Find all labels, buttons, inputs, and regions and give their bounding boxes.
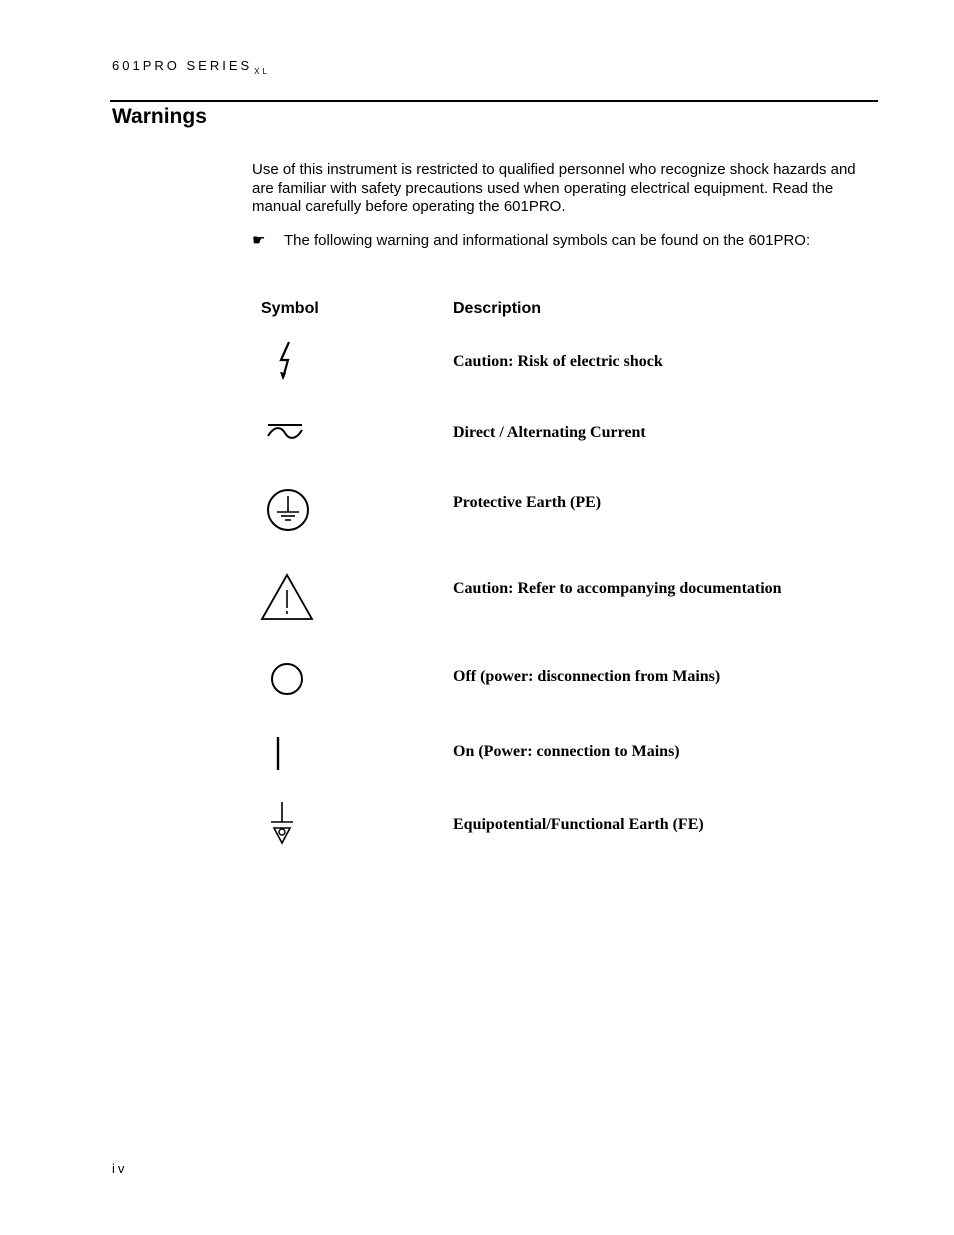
description-column-header: Description: [453, 300, 542, 317]
intro-paragraph: Use of this instrument is restricted to qualified personnel who recognize shock hazards and are familiar with safety precautions used when operating electrical equipment. Read the manual carefully before operating the 601PRO.: [252, 161, 856, 215]
warning-triangle-icon: [258, 568, 316, 624]
note-text: The following warning and informational symbols can be found on the 601PRO:: [284, 232, 811, 249]
table-row-description: Direct / Alternating Current: [453, 424, 646, 441]
note-line: [252, 231, 872, 250]
functional-earth-icon: [262, 800, 302, 850]
header-suffix: XL: [254, 67, 270, 76]
running-header: [112, 58, 270, 76]
ac-dc-current-icon: [262, 410, 308, 456]
table-row-description: Equipotential/Functional Earth (FE): [453, 816, 704, 833]
page-title: Warnings: [112, 105, 207, 128]
table-row-description: Caution: Risk of electric shock: [453, 353, 663, 370]
header-rule: [110, 100, 878, 102]
lightning-bolt-icon: [262, 336, 306, 386]
symbol-column-header: Symbol: [261, 300, 319, 317]
table-row-description: On (Power: connection to Mains): [453, 743, 680, 760]
table-row-description: Caution: Refer to accompanying documentation: [453, 580, 782, 597]
table-row-description: Off (power: disconnection from Mains): [453, 668, 721, 685]
pointing-hand-icon: ☛: [252, 231, 266, 249]
header-series: 601PRO SERIES: [112, 58, 253, 73]
power-on-line-icon: [262, 730, 298, 778]
page-number: iv: [112, 1161, 128, 1176]
table-row-description: Protective Earth (PE): [453, 494, 602, 511]
power-off-circle-icon: [262, 654, 312, 704]
protective-earth-icon: [262, 484, 314, 536]
